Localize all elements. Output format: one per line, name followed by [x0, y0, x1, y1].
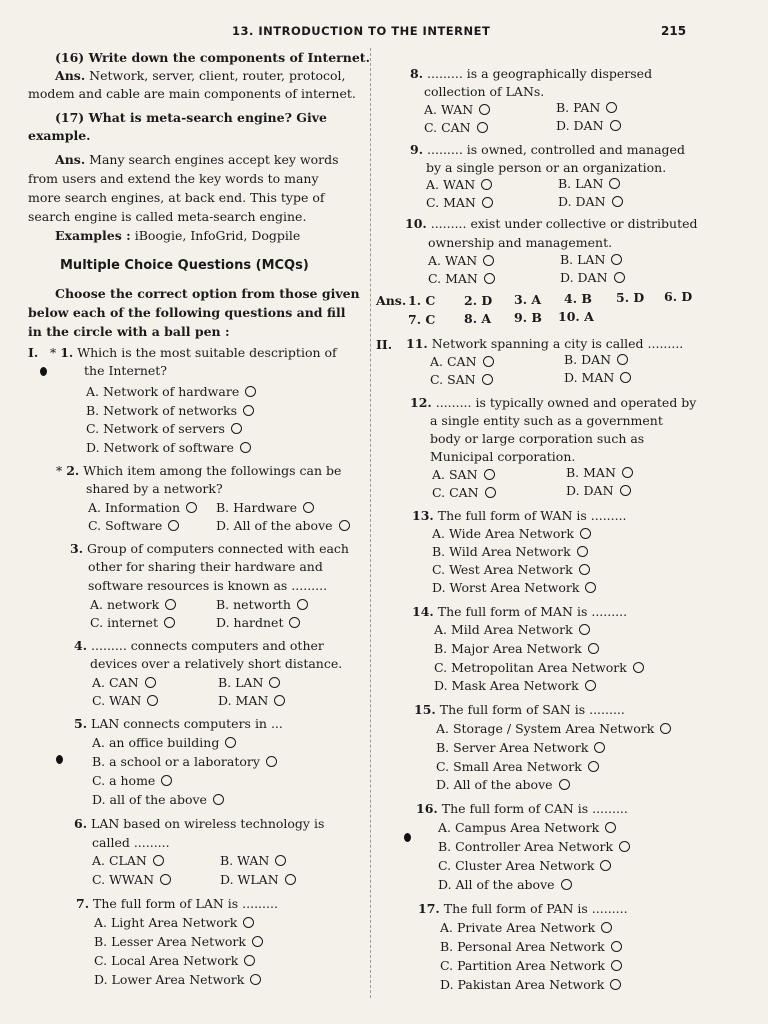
- q2-option-d[interactable]: D. All of the above: [216, 518, 350, 533]
- answer-bubble-icon[interactable]: [612, 196, 623, 207]
- q9-option-b[interactable]: B. LAN: [558, 176, 620, 191]
- answer-bubble-icon[interactable]: [145, 677, 156, 688]
- answer-bubble-icon[interactable]: [303, 502, 314, 513]
- q3-option-b[interactable]: B. networth: [216, 597, 308, 612]
- chapter-header: 13. INTRODUCTION TO THE INTERNET: [232, 24, 491, 38]
- margin-ink-dot: [404, 833, 411, 842]
- answer-bubble-icon[interactable]: [605, 822, 616, 833]
- section-one-label: I.: [28, 345, 39, 360]
- q3-stem-2: other for sharing their hardware and: [88, 559, 323, 574]
- answer-bubble-icon[interactable]: [243, 405, 254, 416]
- answer-bubble-icon[interactable]: [153, 855, 164, 866]
- answer-bubble-icon[interactable]: [243, 917, 254, 928]
- answer-bubble-icon[interactable]: [619, 841, 630, 852]
- instruction-line-2: below each of the following questions and fill: [28, 305, 346, 320]
- q8-option-a[interactable]: A. WAN: [424, 102, 490, 117]
- q17-question-line-2: example.: [28, 128, 91, 143]
- q15-option-d[interactable]: D. All of the above: [436, 777, 570, 792]
- q1-option-b[interactable]: B. Network of networks: [86, 403, 254, 418]
- answer-bubble-icon[interactable]: [297, 599, 308, 610]
- answer-key-5: 5. D: [616, 290, 645, 305]
- q4-option-a[interactable]: A. CAN: [92, 675, 156, 690]
- q12-option-a[interactable]: A. SAN: [432, 467, 495, 482]
- q13-option-b[interactable]: B. Wild Area Network: [432, 544, 588, 559]
- answer-bubble-icon[interactable]: [266, 756, 277, 767]
- answer-bubble-icon[interactable]: [160, 874, 171, 885]
- answer-bubble-icon[interactable]: [585, 680, 596, 691]
- q16-option-b[interactable]: B. Controller Area Network: [438, 839, 630, 854]
- answer-bubble-icon[interactable]: [660, 723, 671, 734]
- answer-bubble-icon[interactable]: [580, 528, 591, 539]
- q13-stem: 13. The full form of WAN is .........: [412, 508, 627, 523]
- q11-stem: 11. Network spanning a city is called .........: [406, 336, 684, 351]
- q5-option-c[interactable]: C. a home: [92, 773, 172, 788]
- q17-answer-line-3: more search engines, at back end. This type of: [28, 190, 325, 205]
- q5-option-a[interactable]: A. an office building: [92, 735, 236, 750]
- answer-bubble-icon[interactable]: [601, 922, 612, 933]
- q3-stem: 3. Group of computers connected with each: [70, 541, 349, 556]
- answer-bubble-icon[interactable]: [588, 643, 599, 654]
- answer-bubble-icon[interactable]: [484, 469, 495, 480]
- q9-option-a[interactable]: A. WAN: [426, 177, 492, 192]
- answer-bubble-icon[interactable]: [611, 941, 622, 952]
- q6-stem-2: called .........: [92, 835, 170, 850]
- answer-key-6: 6. D: [664, 289, 693, 304]
- q5-option-d[interactable]: D. all of the above: [92, 792, 224, 807]
- q2-stem-2: shared by a network?: [86, 481, 223, 496]
- q9-option-c[interactable]: C. MAN: [426, 195, 493, 210]
- q17-question-line-1: (17) What is meta-search engine? Give: [55, 110, 327, 125]
- q16-mcq-stem: 16. The full form of CAN is .........: [416, 801, 628, 816]
- q6-option-b[interactable]: B. WAN: [220, 853, 286, 868]
- q12-stem: 12. ......... is typically owned and operated by: [410, 395, 697, 410]
- answer-bubble-icon[interactable]: [561, 879, 572, 890]
- q6-stem: 6. LAN based on wireless technology is: [74, 816, 325, 831]
- q12-option-c[interactable]: C. CAN: [432, 485, 496, 500]
- q11-option-a[interactable]: A. CAN: [430, 354, 494, 369]
- answer-bubble-icon[interactable]: [231, 423, 242, 434]
- q14-option-b[interactable]: B. Major Area Network: [434, 641, 599, 656]
- q8-option-b[interactable]: B. PAN: [556, 100, 617, 115]
- answer-bubble-icon[interactable]: [269, 677, 280, 688]
- q15-option-a[interactable]: A. Storage / System Area Network: [436, 721, 671, 736]
- answer-bubble-icon[interactable]: [606, 102, 617, 113]
- q17-option-b[interactable]: B. Personal Area Network: [440, 939, 622, 954]
- instruction-line-3: in the circle with a ball pen :: [28, 324, 230, 339]
- answer-bubble-icon[interactable]: [477, 122, 488, 133]
- answer-key-1: 1. C: [408, 293, 436, 308]
- mcq-heading: Multiple Choice Questions (MCQs): [60, 258, 309, 273]
- q1-option-d[interactable]: D. Network of software: [86, 440, 251, 455]
- q6-option-d[interactable]: D. WLAN: [220, 872, 296, 887]
- answer-bubble-icon[interactable]: [482, 197, 493, 208]
- answer-key-label: Ans.: [376, 293, 407, 308]
- q7-option-b[interactable]: B. Lesser Area Network: [94, 934, 263, 949]
- answer-bubble-icon[interactable]: [620, 485, 631, 496]
- q10-option-c[interactable]: C. MAN: [428, 271, 495, 286]
- page-number: 215: [661, 24, 687, 38]
- answer-bubble-icon[interactable]: [579, 624, 590, 635]
- q16-option-c[interactable]: C. Cluster Area Network: [438, 858, 611, 873]
- answer-bubble-icon[interactable]: [165, 599, 176, 610]
- q14-option-a[interactable]: A. Mild Area Network: [434, 622, 590, 637]
- answer-bubble-icon[interactable]: [240, 442, 251, 453]
- q1-stem: * 1. Which is the most suitable description of: [50, 345, 337, 360]
- q1-option-c[interactable]: C. Network of servers: [86, 421, 242, 436]
- answer-bubble-icon[interactable]: [485, 487, 496, 498]
- answer-bubble-icon[interactable]: [225, 737, 236, 748]
- margin-ink-dot: [56, 755, 63, 764]
- answer-bubble-icon[interactable]: [481, 179, 492, 190]
- answer-bubble-icon[interactable]: [483, 255, 494, 266]
- q10-option-a[interactable]: A. WAN: [428, 253, 494, 268]
- answer-bubble-icon[interactable]: [274, 695, 285, 706]
- q15-stem: 15. The full form of SAN is .........: [414, 702, 625, 717]
- q10-stem: 10. ......... exist under collective or distributed: [405, 216, 698, 231]
- q4-option-d[interactable]: D. MAN: [218, 693, 285, 708]
- q7-option-d[interactable]: D. Lower Area Network: [94, 972, 261, 987]
- q14-option-d[interactable]: D. Mask Area Network: [434, 678, 596, 693]
- answer-bubble-icon[interactable]: [617, 354, 628, 365]
- column-divider: [370, 48, 371, 998]
- q3-option-d[interactable]: D. hardnet: [216, 615, 300, 630]
- answer-bubble-icon[interactable]: [147, 695, 158, 706]
- q14-stem: 14. The full form of MAN is .........: [412, 604, 628, 619]
- answer-bubble-icon[interactable]: [164, 617, 175, 628]
- q9-stem-2: by a single person or an organization.: [426, 160, 667, 175]
- q4-stem: 4. ......... connects computers and other: [74, 638, 324, 653]
- answer-bubble-icon[interactable]: [186, 502, 197, 513]
- q15-option-c[interactable]: C. Small Area Network: [436, 759, 599, 774]
- q12-option-d[interactable]: D. DAN: [566, 483, 631, 498]
- answer-bubble-icon[interactable]: [161, 775, 172, 786]
- q16-option-a[interactable]: A. Campus Area Network: [438, 820, 616, 835]
- answer-bubble-icon[interactable]: [600, 860, 611, 871]
- q4-option-c[interactable]: C. WAN: [92, 693, 158, 708]
- q1-option-a[interactable]: A. Network of hardware: [86, 384, 256, 399]
- answer-bubble-icon[interactable]: [244, 955, 255, 966]
- q17-option-c[interactable]: C. Partition Area Network: [440, 958, 622, 973]
- q17-option-d[interactable]: D. Pakistan Area Network: [440, 977, 621, 992]
- q17-examples: Examples : iBoogie, InfoGrid, Dogpile: [55, 228, 301, 243]
- q5-option-b[interactable]: B. a school or a laboratory: [92, 754, 277, 769]
- q3-option-a[interactable]: A. network: [90, 597, 176, 612]
- q12-stem-4: Municipal corporation.: [430, 449, 576, 464]
- q6-option-a[interactable]: A. CLAN: [92, 853, 164, 868]
- answer-bubble-icon[interactable]: [482, 374, 493, 385]
- answer-bubble-icon[interactable]: [633, 662, 644, 673]
- answer-bubble-icon[interactable]: [611, 254, 622, 265]
- answer-bubble-icon[interactable]: [559, 779, 570, 790]
- answer-key-10: 10. A: [558, 309, 594, 324]
- answer-bubble-icon[interactable]: [479, 104, 490, 115]
- answer-bubble-icon[interactable]: [611, 960, 622, 971]
- q3-option-c[interactable]: C. internet: [90, 615, 175, 630]
- q1-stem-2: the Internet?: [84, 363, 168, 378]
- q8-option-d[interactable]: D. DAN: [556, 118, 621, 133]
- q9-option-d[interactable]: D. DAN: [558, 194, 623, 209]
- answer-bubble-icon[interactable]: [610, 979, 621, 990]
- q16-answer-line-2: modem and cable are main components of internet.: [28, 86, 356, 101]
- q17-answer-line-1: Ans. Many search engines accept key words: [55, 152, 339, 167]
- q3-stem-3: software resources is known as .........: [88, 578, 328, 593]
- q6-option-c[interactable]: C. WWAN: [92, 872, 171, 887]
- answer-key-3: 3. A: [514, 292, 542, 307]
- answer-bubble-icon[interactable]: [594, 742, 605, 753]
- q16-option-d[interactable]: D. All of the above: [438, 877, 572, 892]
- answer-bubble-icon[interactable]: [250, 974, 261, 985]
- answer-bubble-icon[interactable]: [620, 372, 631, 383]
- q5-stem: 5. LAN connects computers in ...: [74, 716, 283, 731]
- q2-option-a[interactable]: A. Information: [88, 500, 197, 515]
- q12-option-b[interactable]: B. MAN: [566, 465, 633, 480]
- margin-ink-dot: [40, 367, 47, 376]
- q12-stem-2: a single entity such as a government: [430, 413, 663, 428]
- q17-answer-line-4: search engine is called meta-search engine.: [28, 209, 307, 224]
- answer-bubble-icon[interactable]: [588, 761, 599, 772]
- q10-option-d[interactable]: D. DAN: [560, 270, 625, 285]
- answer-bubble-icon[interactable]: [484, 273, 495, 284]
- answer-bubble-icon[interactable]: [622, 467, 633, 478]
- q15-option-b[interactable]: B. Server Area Network: [436, 740, 605, 755]
- q17-mcq-stem: 17. The full form of PAN is .........: [418, 901, 628, 916]
- q13-option-a[interactable]: A. Wide Area Network: [432, 526, 591, 541]
- q7-option-a[interactable]: A. Light Area Network: [94, 915, 254, 930]
- answer-bubble-icon[interactable]: [577, 546, 588, 557]
- q2-stem: * 2. Which item among the followings can be: [56, 463, 342, 478]
- q2-option-b[interactable]: B. Hardware: [216, 500, 314, 515]
- q13-option-c[interactable]: C. West Area Network: [432, 562, 590, 577]
- q16-question: (16) Write down the components of Internet.: [55, 50, 370, 65]
- q4-stem-2: devices over a relatively short distance.: [90, 656, 343, 671]
- q11-option-b[interactable]: B. DAN: [564, 352, 628, 367]
- q13-option-d[interactable]: D. Worst Area Network: [432, 580, 596, 595]
- q2-option-c[interactable]: C. Software: [88, 518, 179, 533]
- q8-stem-2: collection of LANs.: [424, 84, 545, 99]
- answer-key-4: 4. B: [564, 291, 592, 306]
- answer-bubble-icon[interactable]: [585, 582, 596, 593]
- answer-bubble-icon[interactable]: [483, 356, 494, 367]
- answer-key-7: 7. C: [408, 312, 436, 327]
- answer-bubble-icon[interactable]: [339, 520, 350, 531]
- q12-stem-3: body or large corporation such as: [430, 431, 645, 446]
- q8-stem: 8. ......... is a geographically dispersed: [410, 66, 653, 81]
- answer-bubble-icon[interactable]: [579, 564, 590, 575]
- q17-answer-line-2: from users and extend the key words to many: [28, 171, 319, 186]
- q14-option-c[interactable]: C. Metropolitan Area Network: [434, 660, 644, 675]
- q4-option-b[interactable]: B. LAN: [218, 675, 280, 690]
- instruction-line-1: Choose the correct option from those given: [55, 286, 360, 301]
- q16-answer-line-1: Ans. Network, server, client, router, protocol,: [55, 68, 346, 83]
- answer-bubble-icon[interactable]: [285, 874, 296, 885]
- q10-stem-2: ownership and management.: [428, 235, 613, 250]
- section-two-label: II.: [376, 337, 393, 352]
- q8-option-c[interactable]: C. CAN: [424, 120, 488, 135]
- answer-bubble-icon[interactable]: [245, 386, 256, 397]
- answer-bubble-icon[interactable]: [168, 520, 179, 531]
- answer-key-9: 9. B: [514, 310, 542, 325]
- answer-bubble-icon[interactable]: [275, 855, 286, 866]
- q9-stem: 9. ......... is owned, controlled and managed: [410, 142, 685, 157]
- q7-stem: 7. The full form of LAN is .........: [76, 896, 278, 911]
- answer-bubble-icon[interactable]: [614, 272, 625, 283]
- answer-bubble-icon[interactable]: [252, 936, 263, 947]
- q17-option-a[interactable]: A. Private Area Network: [440, 920, 612, 935]
- answer-bubble-icon[interactable]: [610, 120, 621, 131]
- answer-bubble-icon[interactable]: [213, 794, 224, 805]
- answer-bubble-icon[interactable]: [609, 178, 620, 189]
- q11-option-d[interactable]: D. MAN: [564, 370, 631, 385]
- q11-option-c[interactable]: C. SAN: [430, 372, 493, 387]
- answer-key-2: 2. D: [464, 293, 493, 308]
- q10-option-b[interactable]: B. LAN: [560, 252, 622, 267]
- q7-option-c[interactable]: C. Local Area Network: [94, 953, 255, 968]
- answer-key-8: 8. A: [464, 311, 492, 326]
- answer-bubble-icon[interactable]: [289, 617, 300, 628]
